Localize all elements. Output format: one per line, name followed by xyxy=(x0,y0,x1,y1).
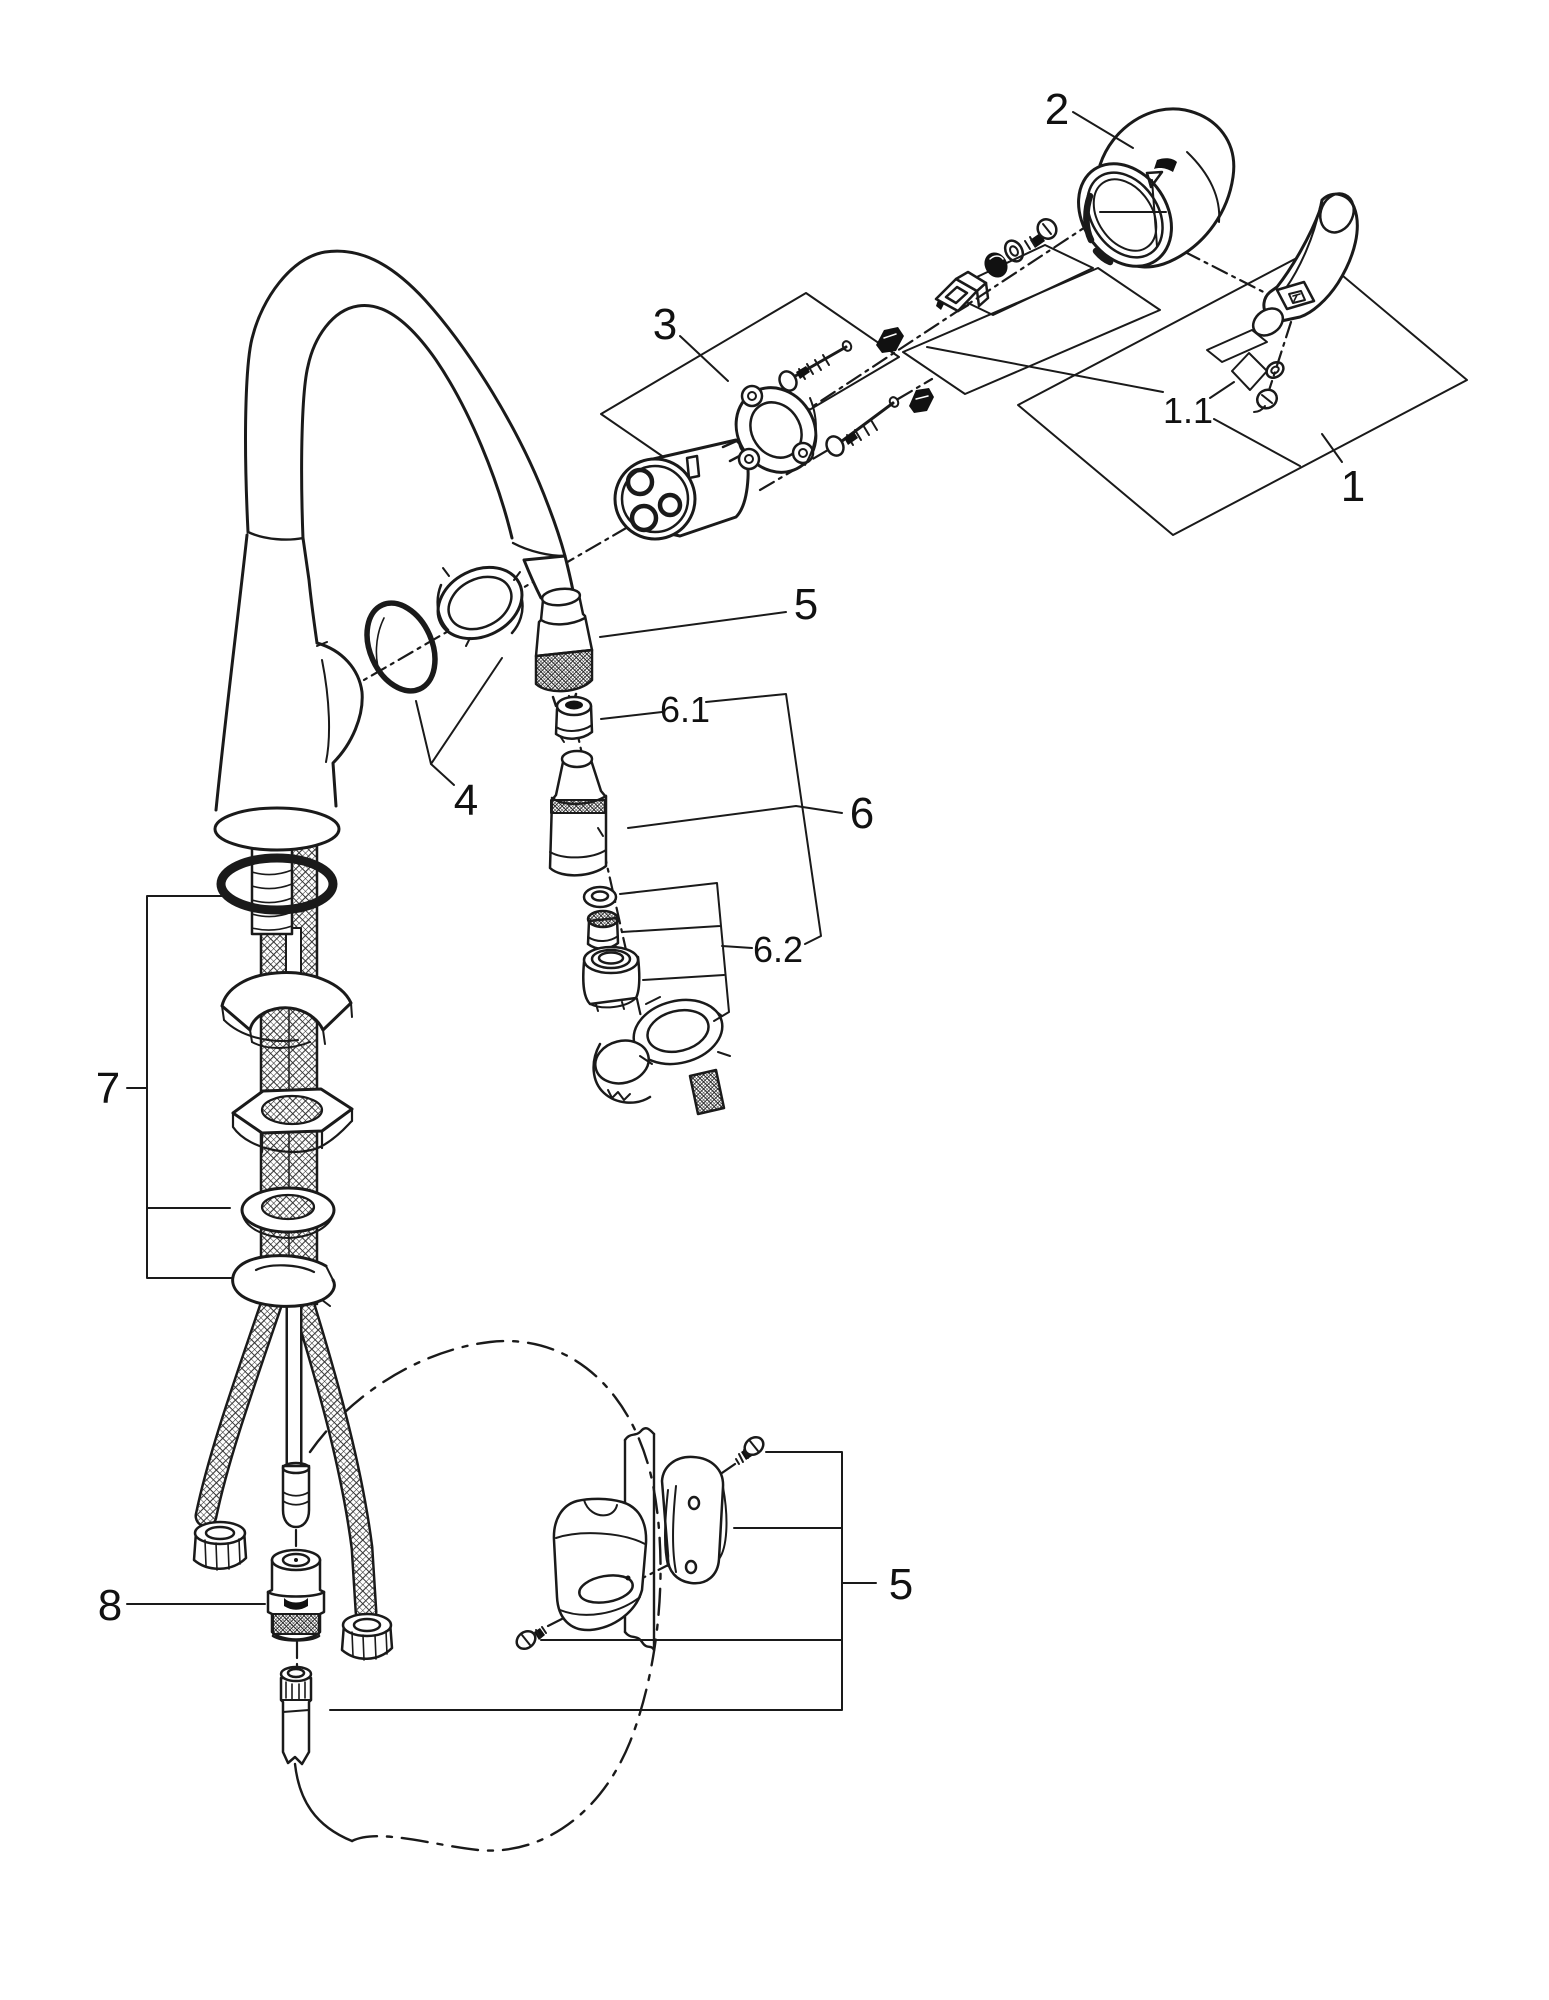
plane-screw-mid xyxy=(903,268,1160,394)
plane-part1 xyxy=(1018,250,1467,535)
holder-front xyxy=(554,1499,646,1630)
bracket-7 xyxy=(127,896,232,1278)
o-ring-4 xyxy=(354,592,448,701)
callout-1: 1 xyxy=(1340,462,1366,511)
hose-end-connector xyxy=(281,1667,352,1841)
insert-6-2 xyxy=(588,911,618,949)
leader-1-1-down xyxy=(1214,419,1300,466)
cap-screw xyxy=(1025,216,1060,249)
callout-5-bottom: 5 xyxy=(888,1560,914,1609)
hose-end-curve xyxy=(295,1764,352,1841)
callout-7: 7 xyxy=(95,1064,121,1113)
hose-connector-top xyxy=(536,587,592,706)
mounting-screw-1 xyxy=(776,340,853,394)
mounting-washer xyxy=(242,1188,334,1238)
cartridge xyxy=(615,436,752,539)
supply-hoses xyxy=(194,846,392,1660)
pull-hose-connector xyxy=(283,1463,309,1527)
holder-screw-top xyxy=(736,1434,767,1464)
cap-nut-washer xyxy=(980,237,1026,281)
bracket-6 xyxy=(706,694,821,944)
mounting-c-washer xyxy=(233,1256,335,1307)
outlet-cap-6-2 xyxy=(583,947,639,1011)
holder-back xyxy=(662,1457,726,1583)
mounting-screw-2 xyxy=(823,396,900,459)
leader-6 xyxy=(628,806,842,828)
spray-face-6-2 xyxy=(591,991,730,1114)
callout-6-2: 6.2 xyxy=(752,929,804,970)
check-valve-6-1 xyxy=(556,697,592,742)
leader-5-top xyxy=(600,612,786,637)
dome-cap xyxy=(1059,109,1233,284)
callout-6-1: 6.1 xyxy=(659,689,711,730)
callout-8: 8 xyxy=(97,1581,123,1630)
faucet-body xyxy=(215,535,362,850)
callout-2: 2 xyxy=(1044,85,1070,134)
faucet-base xyxy=(215,808,339,850)
callout-4: 4 xyxy=(453,776,479,825)
callout-5-top: 5 xyxy=(793,580,819,629)
washer-6-2 xyxy=(584,887,616,907)
square-nut-2 xyxy=(909,388,934,413)
callout-3: 3 xyxy=(652,300,678,349)
quick-coupling xyxy=(268,1550,324,1641)
leader-1-1-up xyxy=(1210,382,1234,398)
supply-nut-right xyxy=(342,1614,392,1660)
leader-6-1 xyxy=(601,712,662,719)
plane-extra-line xyxy=(927,347,1163,392)
square-adapter xyxy=(936,272,988,311)
callout-6: 6 xyxy=(849,789,875,838)
aerator-body-6 xyxy=(550,751,606,875)
callout-1-1: 1.1 xyxy=(1162,390,1214,431)
lever-handle xyxy=(1248,188,1360,341)
supply-nut-left xyxy=(194,1522,246,1570)
slide-ring-4 xyxy=(426,554,534,653)
plane-part1-1 xyxy=(1232,353,1267,390)
